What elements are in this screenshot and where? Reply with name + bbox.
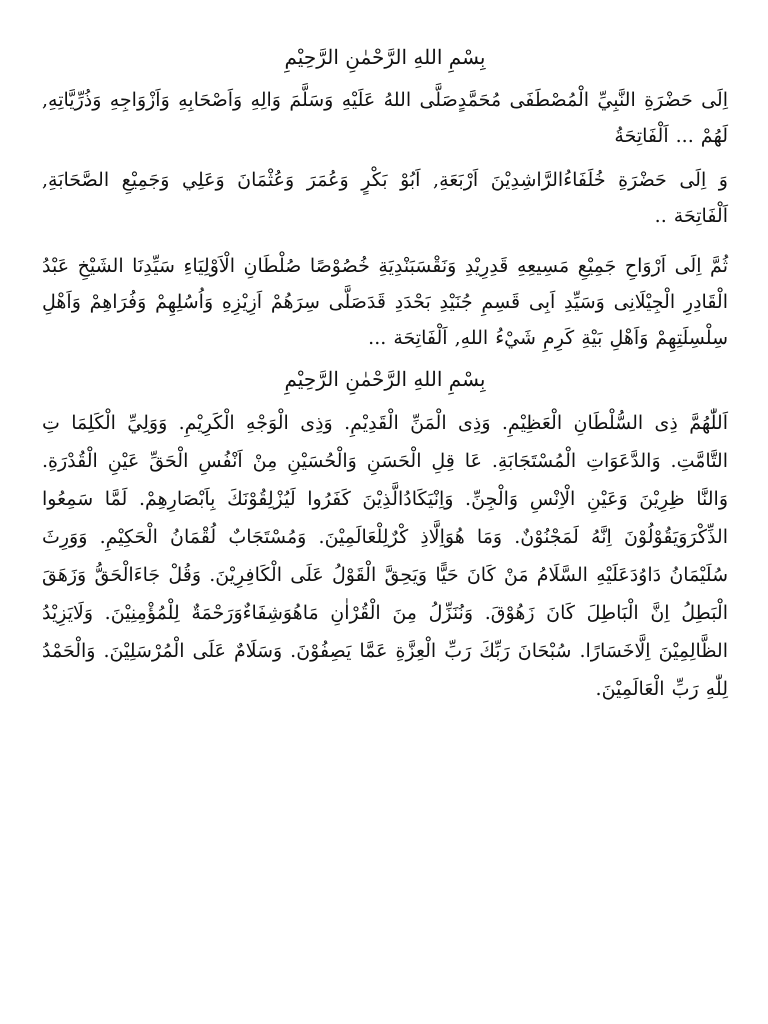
paragraph-prophet-dedication: اِلَى حَضْرَةِ النَّبِيِّ الْمُصْطَفَى مُحَمَّدٍصَلَّى اللهُ عَلَيْهِ وَسَلَّمَ وَالِهِ وَاَصْحَابِهِ وَاَزْوَاجِهِ وَذُرِّيَّاتِهِ, لَهُمْ ... اَلْفَاتِحَةُ — [42, 89, 728, 147]
basmala-heading-1: بِسْمِ اللهِ الرَّحْمٰنِ الرَّحِيْمِ — [284, 45, 486, 69]
paragraph-saints-dedication: ثُمَّ اِلَى اَرْوَاحِ جَمِيْعِ مَسِيعِهِ قَدِرِيْدِ وَنَقْسَبَنْدِيَةِ خُصُوْصًا صُلْطَانِ الْاَوْلِيَاءِ سَيِّدِنَا الشَيْخِ عَبْدُ الْقَادِرِ الْجِيْلَانِى وَسَيِّدِ اَبِى قَسِمِ جُنَيْدِ بَحْدَدِ قَدَصَلَّى سِرَهُمْ اَزِيْزِهِ وَاُسُلِهِمْ وَفُرَاهِمْ وَاَهْلِ سِلْسِلَتِهِمْ وَاَهْلِ بَيْةِ كَرِمِ شَيْءُ اللهِ, اَلْفَاتِحَة ... — [42, 255, 728, 349]
paragraph-prayer: اَللّٰهُمَّ ذِى السُّلْطَانِ الْعَظِيْمِ. وَذِى الْمَنِّ الْقَدِيْمِ. وَذِى الْوَجْهِ الْكَرِيْمِ. وَوَلِيِّ الْكَلِمَا تِ التَّامَّتِ. وَالدَّعَوَاتِ الْمُسْتَجَابَةِ. عَا قِلِ الْحَسَنِ وَالْحُسَيْنِ مِنْ اَنْفُسِ الْحَقِّ عَيْنِ الْقُدْرَةِ. وَالنَّا ظِرِيْنَ وَعَيْنِ الْاِنْسِ وَالْجِنِّ. وَاِنْيَكَادُالَّذِيْنَ كَفَرُوا لَيُزْلِقُوْنَكَ بِاَبْصَارِهِمْ. لَمَّا سَمِعُوا الذِّكْرَوَيَقُوْلُوْنَ اِنَّهُ لَمَجْنُوْنٌ. وَمَا هُوَاِلَّاذِ كْرٌلِلْعَالَمِيْنَ. وَمُسْتَجَابٌ لُقْمَانُ الْحَكِيْمِ. وَوَرِثَ سُلَيْمَانُ دَاوُدَعَلَيْهِ السَّلَامُ مَنْ كَانَ حَيًّا وَيَحِقَّ الْقَوْلُ عَلَى الْكَافِرِيْنَ. وَقُلْ جَاءَالْحَقُّ وَزَهَقَ الْبَطِلُ اِنَّ الْبَاطِلَ كَانَ زَهُوْقَ. وَنُنَزِّلُ مِنَ الْقُرْاٰنِ مَاهُوَشِفَاءٌوَرَحْمَةٌ لِلْمُؤْمِنِيْنَ. وَلَايَزِيْدُ الظَّالِمِيْنَ اِلَّاخَسَارًا. سُبْحَانَ رَبِّكَ رَبِّ الْعِزَّةِ عَمَّا يَصِفُوْنَ. وَسَلَامٌ عَلَى الْمُرْسَلِيْنَ. وَالْحَمْدُ لِلّٰهِ رَبِّ الْعَالَمِيْنَ. — [42, 412, 728, 700]
paragraph-caliphs-dedication: وَ اِلَى حَضْرَةِ خُلَفَاءُالرَّاشِدِيْنَ اَرْبَعَةِ, اَبُوْ بَكْرٍ وَعُمَرَ وَعُثْمَانَ وَعَلِي وَجَمِيْعِ الصَّحَابَةِ, اَلْفَاتِحَة .. — [42, 169, 728, 227]
basmala-heading-2: بِسْمِ اللهِ الرَّحْمٰنِ الرَّحِيْمِ — [284, 367, 486, 391]
